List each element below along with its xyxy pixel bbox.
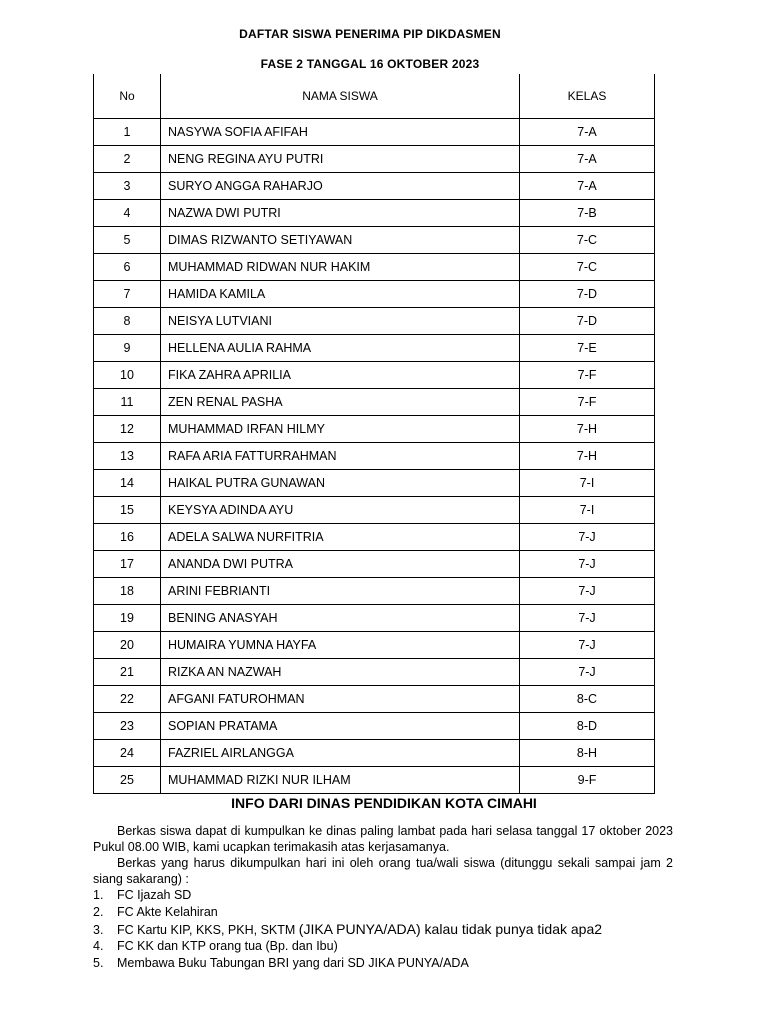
table-row [94, 551, 655, 578]
row-number: 19 [94, 605, 161, 632]
row-class: 7-A [520, 119, 655, 146]
row-student-name: HELLENA AULIA RAHMA [161, 335, 520, 362]
row-number: 18 [94, 578, 161, 605]
row-number: 3 [94, 173, 161, 200]
row-student-name: HAMIDA KAMILA [161, 281, 520, 308]
row-class: 7-C [520, 227, 655, 254]
row-class: 7-J [520, 632, 655, 659]
row-number: 21 [94, 659, 161, 686]
row-number: 4 [94, 200, 161, 227]
list-item: 1. FC Ijazah SD [93, 888, 192, 902]
row-class: 7-J [520, 605, 655, 632]
row-student-name: HUMAIRA YUMNA HAYFA [161, 632, 520, 659]
table-row [94, 362, 655, 389]
row-number: 15 [94, 497, 161, 524]
row-number: 22 [94, 686, 161, 713]
table-body [94, 119, 655, 794]
table-row [94, 605, 655, 632]
row-class: 7-I [520, 497, 655, 524]
row-student-name: AFGANI FATUROHMAN [161, 686, 520, 713]
row-student-name: MUHAMMAD IRFAN HILMY [161, 416, 520, 443]
row-student-name: MUHAMMAD RIZKI NUR ILHAM [161, 767, 520, 794]
table-row [94, 497, 655, 524]
row-class: 8-H [520, 740, 655, 767]
info-paragraph-documents: Berkas yang harus dikumpulkan hari ini oleh orang tua/wali siswa (ditunggu sekali sampai jam 2 siang sakarang) : [93, 856, 673, 886]
document-subtitle: FASE 2 TANGGAL 16 OKTOBER 2023 [260, 57, 480, 71]
table-row [94, 767, 655, 794]
row-number: 12 [94, 416, 161, 443]
row-class: 7-J [520, 551, 655, 578]
table-row [94, 740, 655, 767]
row-number: 10 [94, 362, 161, 389]
row-student-name: NENG REGINA AYU PUTRI [161, 146, 520, 173]
row-number: 9 [94, 335, 161, 362]
table-row [94, 578, 655, 605]
row-class: 7-E [520, 335, 655, 362]
table-row [94, 470, 655, 497]
row-number: 2 [94, 146, 161, 173]
row-class: 7-D [520, 281, 655, 308]
row-student-name: RAFA ARIA FATTURRAHMAN [161, 443, 520, 470]
row-class: 7-C [520, 254, 655, 281]
row-class: 7-J [520, 659, 655, 686]
list-item: 5. Membawa Buku Tabungan BRI yang dari SD JIKA PUNYA/ADA [93, 956, 469, 971]
row-student-name: FIKA ZAHRA APRILIA [161, 362, 520, 389]
document-title: DAFTAR SISWA PENERIMA PIP DIKDASMEN [239, 27, 501, 41]
table-row [94, 659, 655, 686]
row-class: 7-I [520, 470, 655, 497]
table-row [94, 416, 655, 443]
list-item: 3. FC Kartu KIP, KKS, PKH, SKTM (JIKA PUNYA/ADA) kalau tidak punya tidak apa2 [93, 920, 603, 937]
row-number: 13 [94, 443, 161, 470]
header-kelas: KELAS [520, 74, 655, 119]
row-student-name: NEISYA LUTVIANI [161, 308, 520, 335]
row-student-name: NAZWA DWI PUTRI [161, 200, 520, 227]
row-number: 24 [94, 740, 161, 767]
list-item: 4. FC KK dan KTP orang tua (Bp. dan Ibu) [93, 939, 338, 954]
row-student-name: ANANDA DWI PUTRA [161, 551, 520, 578]
row-student-name: SURYO ANGGA RAHARJO [161, 173, 520, 200]
requirements-list [93, 887, 713, 972]
list-item: 2. FC Akte Kelahiran [93, 904, 218, 919]
row-number: 25 [94, 767, 161, 794]
table-row [94, 632, 655, 659]
row-student-name: BENING ANASYAH [161, 605, 520, 632]
row-student-name: DIMAS RIZWANTO SETIYAWAN [161, 227, 520, 254]
row-student-name: NASYWA SOFIA AFIFAH [161, 119, 520, 146]
table-row [94, 200, 655, 227]
row-class: 7-F [520, 362, 655, 389]
info-heading: INFO DARI DINAS PENDIDIKAN KOTA CIMAHI [231, 795, 537, 811]
table-row [94, 119, 655, 146]
row-student-name: FAZRIEL AIRLANGGA [161, 740, 520, 767]
row-student-name: HAIKAL PUTRA GUNAWAN [161, 470, 520, 497]
row-number: 17 [94, 551, 161, 578]
table-row [94, 524, 655, 551]
row-number: 7 [94, 281, 161, 308]
table-row [94, 443, 655, 470]
row-student-name: ADELA SALWA NURFITRIA [161, 524, 520, 551]
row-student-name: ARINI FEBRIANTI [161, 578, 520, 605]
row-number: 20 [94, 632, 161, 659]
table-row [94, 173, 655, 200]
row-number: 6 [94, 254, 161, 281]
row-class: 7-F [520, 389, 655, 416]
table-row [94, 686, 655, 713]
row-class: 7-H [520, 416, 655, 443]
row-number: 11 [94, 389, 161, 416]
row-class: 7-A [520, 146, 655, 173]
row-number: 14 [94, 470, 161, 497]
row-class: 7-B [520, 200, 655, 227]
requirement-note: (JIKA PUNYA/ADA) kalau tidak punya tidak apa2 [298, 920, 603, 937]
row-number: 23 [94, 713, 161, 740]
row-class: 9-F [520, 767, 655, 794]
student-table [93, 74, 655, 794]
row-number: 16 [94, 524, 161, 551]
row-number: 8 [94, 308, 161, 335]
table-row [94, 308, 655, 335]
row-number: 1 [94, 119, 161, 146]
row-student-name: ZEN RENAL PASHA [161, 389, 520, 416]
info-paragraph-deadline: Berkas siswa dapat di kumpulkan ke dinas paling lambat pada hari selasa tanggal 17 oktober 2023 Pukul 08.00 WIB, kami ucapkan terimakasih atas kerjasamanya. [93, 824, 673, 854]
row-class: 8-D [520, 713, 655, 740]
table-header-row [94, 74, 655, 119]
row-class: 7-H [520, 443, 655, 470]
table-row [94, 146, 655, 173]
row-student-name: KEYSYA ADINDA AYU [161, 497, 520, 524]
row-number: 5 [94, 227, 161, 254]
table-row [94, 227, 655, 254]
row-student-name: RIZKA AN NAZWAH [161, 659, 520, 686]
table-row [94, 389, 655, 416]
row-class: 7-A [520, 173, 655, 200]
row-class: 7-J [520, 578, 655, 605]
header-nama-siswa: NAMA SISWA [161, 74, 520, 119]
row-class: 8-C [520, 686, 655, 713]
row-class: 7-J [520, 524, 655, 551]
header-no: No [94, 74, 161, 119]
table-row [94, 335, 655, 362]
table-row [94, 254, 655, 281]
table-row [94, 281, 655, 308]
row-student-name: MUHAMMAD RIDWAN NUR HAKIM [161, 254, 520, 281]
table-row [94, 713, 655, 740]
row-student-name: SOPIAN PRATAMA [161, 713, 520, 740]
row-class: 7-D [520, 308, 655, 335]
